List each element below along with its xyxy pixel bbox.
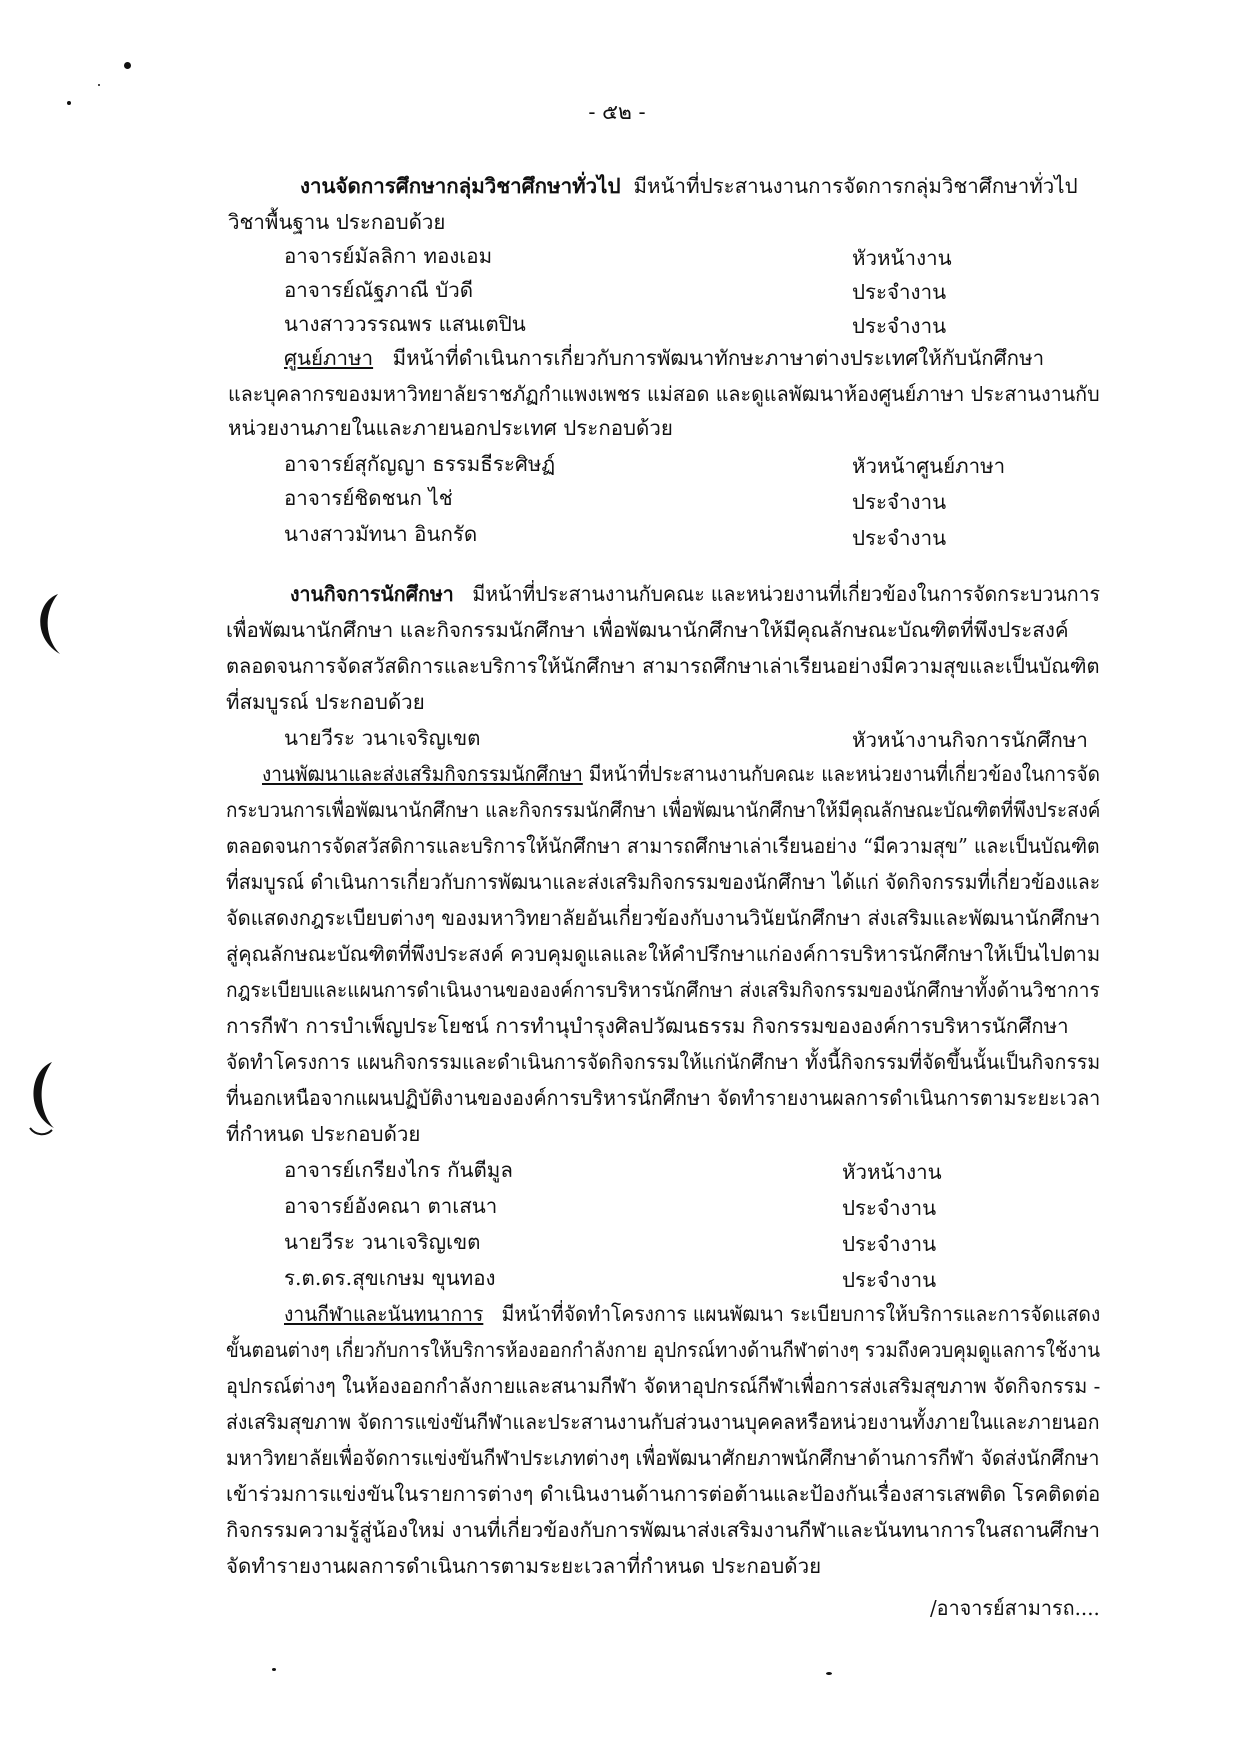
staff-name: อาจารย์ชิดชนก ไช่ [284, 486, 453, 510]
paragraph-line: จัดแสดงกฎระเบียบต่างๆ ของมหาวิทยาลัยอันเกี่ยวข้องกับงานวินัยนักศึกษา ส่งเสริมและพัฒนานักศึกษา [226, 906, 1101, 930]
staff-name: อาจารย์สุกัญญา ธรรมธีระศิษฏ์ [284, 452, 556, 476]
staff-role: หัวหน้างาน [842, 1160, 942, 1184]
staff-role: หัวหน้างาน [852, 246, 952, 270]
paragraph-line: ที่สมบูรณ์ ประกอบด้วย [226, 690, 425, 714]
paragraph-line: ที่สมบูรณ์ ดำเนินการเกี่ยวกับการพัฒนาและส่งเสริมกิจกรรมของนักศึกษา ได้แก่ จัดกิจกรรมที่เกี่ยวข้องและ [226, 870, 1101, 894]
section-title: ศูนย์ภาษา [284, 346, 374, 370]
scan-speck [98, 84, 100, 86]
paragraph-line: สู่คุณลักษณะบัณฑิตที่พึงประสงค์ ควบคุมดูแลและให้คำปรึกษาแก่องค์การบริหารนักศึกษาให้เป็นไปตาม [226, 942, 1101, 966]
section-title: งานพัฒนาและส่งเสริมกิจกรรมนักศึกษา [262, 762, 583, 786]
paragraph-line: จัดทำรายงานผลการดำเนินการตามระยะเวลาที่กำหนด ประกอบด้วย [226, 1554, 822, 1578]
staff-name: นายวีระ วนาเจริญเขต [284, 1230, 481, 1254]
paragraph-line: เข้าร่วมการแข่งขันในรายการต่างๆ ดำเนินงานด้านการต่อต้านและป้องกันเรื่องสารเสพติด โรคติดต่อ [226, 1482, 1101, 1506]
page-number: - ๕๒ - [588, 100, 646, 124]
continuation-note: /อาจารย์สามารถ.... [930, 1596, 1100, 1620]
section-title: งานกิจการนักศึกษา [290, 582, 454, 606]
staff-name: อาจารย์ณัฐภาณี บัวดี [284, 278, 474, 302]
staff-name: อาจารย์เกรียงไกร กันตีมูล [284, 1158, 513, 1182]
staff-name: นางสาววรรณพร แสนเตปิน [284, 312, 526, 336]
paragraph-line: ส่งเสริมสุขภาพ จัดการแข่งขันกีฬาและประสานงานกับส่วนงานบุคคลหรือหน่วยงานทั้งภายในและภายนอก [226, 1410, 1100, 1434]
paragraph-line: ขั้นตอนต่างๆ เกี่ยวกับการให้บริการห้องออกกำลังกาย อุปกรณ์ทางด้านกีฬาต่างๆ รวมถึงควบคุมดูแลการใช้งาน [226, 1338, 1100, 1362]
scan-speck [826, 1672, 832, 1675]
paragraph-line: ที่กำหนด ประกอบด้วย [226, 1122, 421, 1146]
section-title: งานกีฬาและนันทนาการ [284, 1302, 484, 1326]
paragraph-line: อุปกรณ์ต่างๆ ในห้องออกกำลังกายและสนามกีฬา จัดหาอุปกรณ์กีฬาเพื่อการส่งเสริมสุขภาพ จัดกิจกรรม - [226, 1374, 1101, 1398]
paragraph-line: วิชาพื้นฐาน ประกอบด้วย [228, 210, 446, 234]
staff-role: ประจำงาน [852, 526, 947, 550]
paragraph-line: จัดทำโครงการ แผนกิจกรรมและดำเนินการจัดกิจกรรมให้แก่นักศึกษา ทั้งนี้กิจกรรมที่จัดขึ้นนั้นเป็นกิจกรรม [226, 1050, 1101, 1074]
paragraph-line: ตลอดจนการจัดสวัสดิการและบริการให้นักศึกษา สามารถศึกษาเล่าเรียนอย่าง “มีความสุข” และเป็นบัณฑิต [226, 834, 1100, 858]
staff-name: อาจารย์มัลลิกา ทองเอม [284, 244, 493, 268]
paragraph-line: กิจกรรมความรู้สู่น้องใหม่ งานที่เกี่ยวข้องกับการพัฒนาส่งเสริมงานกีฬาและนันทนาการในสถานศึกษา [226, 1518, 1101, 1542]
paragraph-line: ที่นอกเหนือจากแผนปฏิบัติงานขององค์การบริหารนักศึกษา จัดทำรายงานผลการดำเนินการตามระยะเวลา [226, 1086, 1101, 1110]
paragraph-line: กระบวนการเพื่อพัฒนานักศึกษา และกิจกรรมนักศึกษา เพื่อพัฒนานักศึกษาให้มีคุณลักษณะบัณฑิตที่พึงประสงค์ [226, 798, 1101, 822]
section-language-center-heading: ศูนย์ภาษา มีหน้าที่ดำเนินการเกี่ยวกับการพัฒนาทักษะภาษาต่างประเทศให้กับนักศึกษา [284, 346, 1045, 370]
paragraph-line: หน่วยงานภายในและภายนอกประเทศ ประกอบด้วย [228, 416, 673, 440]
section-general-education-heading: งานจัดการศึกษากลุ่มวิชาศึกษาทั่วไป มีหน้าที่ประสานงานการจัดการกลุ่มวิชาศึกษาทั่วไป [300, 174, 1078, 198]
staff-role: หัวหน้างานกิจการนักศึกษา [852, 728, 1088, 752]
staff-name: นางสาวมัทนา อินกรัด [284, 522, 478, 546]
staff-name: นายวีระ วนาเจริญเขต [284, 726, 481, 750]
paragraph-line: ตลอดจนการจัดสวัสดิการและบริการให้นักศึกษา สามารถศึกษาเล่าเรียนอย่างมีความสุขและเป็นบัณฑิต [226, 654, 1100, 678]
paragraph-line: กฎระเบียบและแผนการดำเนินงานขององค์การบริหารนักศึกษา ส่งเสริมกิจกรรมของนักศึกษาทั้งด้านวิชาการ [226, 978, 1100, 1002]
staff-role: ประจำงาน [842, 1232, 937, 1256]
staff-role: ประจำงาน [842, 1196, 937, 1220]
staff-role: ประจำงาน [842, 1268, 937, 1292]
staff-role: หัวหน้าศูนย์ภาษา [852, 454, 1006, 478]
scan-speck [272, 1668, 276, 1671]
paragraph-line: เพื่อพัฒนานักศึกษา และกิจกรรมนักศึกษา เพื่อพัฒนานักศึกษาให้มีคุณลักษณะบัณฑิตที่พึงประสงค์ [226, 618, 1069, 642]
section-activity-development-heading: งานพัฒนาและส่งเสริมกิจกรรมนักศึกษา มีหน้าที่ประสานงานกับคณะ และหน่วยงานที่เกี่ยวข้องในการจัด [262, 762, 1101, 786]
binding-hole-mark [28, 590, 68, 660]
staff-role: ประจำงาน [852, 314, 947, 338]
staff-name: ร.ต.ดร.สุขเกษม ขุนทอง [284, 1266, 496, 1290]
staff-name: อาจารย์อังคณา ตาเสนา [284, 1194, 498, 1218]
staff-role: ประจำงาน [852, 280, 947, 304]
section-title: งานจัดการศึกษากลุ่มวิชาศึกษาทั่วไป [300, 174, 621, 198]
binding-hole-mark [22, 1058, 62, 1138]
staff-role: ประจำงาน [852, 490, 947, 514]
paragraph-line: และบุคลากรของมหาวิทยาลัยราชภัฏกำแพงเพชร แม่สอด และดูแลพัฒนาห้องศูนย์ภาษา ประสานงานกับ [228, 382, 1100, 406]
section-student-affairs-heading: งานกิจการนักศึกษา มีหน้าที่ประสานงานกับคณะ และหน่วยงานที่เกี่ยวข้องในการจัดกระบวนการ [290, 582, 1101, 606]
paragraph-line: การกีฬา การบำเพ็ญประโยชน์ การทำนุบำรุงศิลปวัฒนธรรม กิจกรรมขององค์การบริหารนักศึกษา [226, 1014, 1069, 1038]
scan-speck [124, 62, 131, 69]
paragraph-line: มหาวิทยาลัยเพื่อจัดการแข่งขันกีฬาประเภทต่างๆ เพื่อพัฒนาศักยภาพนักศึกษาด้านการกีฬา จัดส่งนักศึกษา [226, 1446, 1100, 1470]
section-sports-recreation-heading: งานกีฬาและนันทนาการ มีหน้าที่จัดทำโครงการ แผนพัฒนา ระเบียบการให้บริการและการจัดแสดง [284, 1302, 1101, 1326]
